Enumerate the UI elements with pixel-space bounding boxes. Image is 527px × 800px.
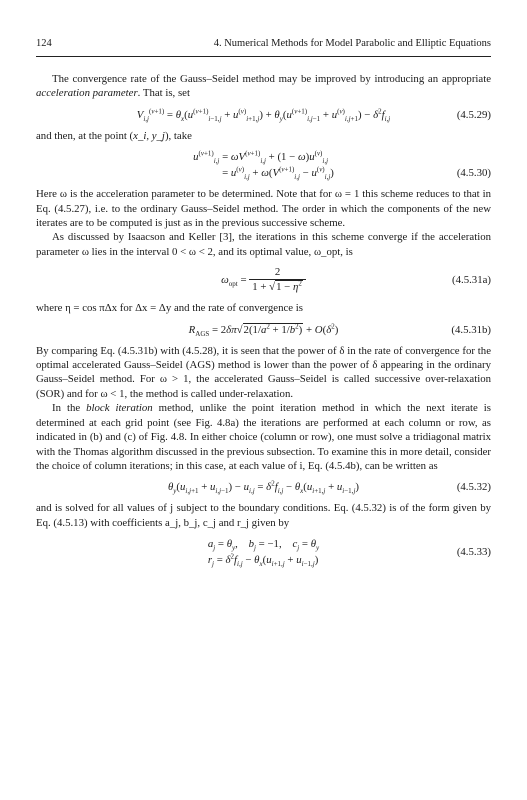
paragraph-3: Here ω is the acceleration parameter to be determined. Note that for ω = 1 this scheme reduces to that in Eq. (4.5.27), i.e. to the ordinary Gauss–Seidel method. The order in which the components of the new iterates are to be computed is just as in the previous successive scheme. xyxy=(36,188,491,230)
equation-label: (4.5.29) xyxy=(456,108,491,121)
paragraph-8: and is solved for all values of j subject to the boundary conditions. Eq. (4.5.32) is of the form given by Eq. (4.5.13) with coefficients a_j, b_j, c_j and r_j given by xyxy=(36,502,491,529)
equation-4-5-30: $u^{(\nu+1)}_{i,j} = \omega V^{(\nu+1)}_{i,j} + (1 - \omega)u^{(\nu)}_{i,j}$ = $u^{(\nu)}_{i,j} + \omega(V^{(\nu+1)}_{i,j} - u^{(\nu)}_{i,j})$ (4.5.30) xyxy=(193,149,491,182)
equation-label: (4.5.33) xyxy=(456,546,491,559)
equation-4-5-31b: $R_{AGS} = 2\delta\pi√2(1/a^2 + 1/b^2) + O(\delta^2)$ (4.5.31b) xyxy=(188,322,491,338)
paragraph-7: In the block iteration method, unlike the point iteration method in which the next iterate is determined at each grid point (see Fig. 4.8a) the iterations are performed at each column or row, as indicated in (b) and (c) of Fig. 4.8. In either choice (column or row), one must solve a tridiagonal matrix with the Thomas algorithm discussed in the previous subsection. To examine this in more detail, consider the choice of column iterations; in this case, at each value of i, Eq. (4.5.4b), can be written as xyxy=(36,402,491,472)
paragraph-6: By comparing Eq. (4.5.31b) with (4.5.28), it is seen that the power of δ in the rate of convergence for the optimal accelerated Gauss–Seidel (AGS) method is lower than the power of δ appearing in the ordinary Gauss–Seidel method. For ω > 1, the accelerated Gauss–Seidel is called successive over-relaxation (SOR) and for ω < 1, the method is called under-relaxation. xyxy=(36,344,491,400)
equation-label: (4.5.31a) xyxy=(452,274,491,287)
equation-4-5-32: $\theta_y(u_{i,j+1} + u_{i,j-1}) - u_{i,j} = \delta^2f_{i,j} - \theta_x(u_{i+1,j} + u_{i-1,j})$ (4.5.32) xyxy=(167,479,491,496)
equation-label: (4.5.31b) xyxy=(451,323,491,336)
chapter-title: 4. Numerical Methods for Model Parabolic and Elliptic Equations xyxy=(213,38,491,49)
paragraph-4: As discussed by Isaacson and Keller [3], the iterations in this scheme converge if the acceleration parameter ω lies in the interval 0 < ω < 2, and its optimal value, ω_opt, is xyxy=(36,231,491,258)
equation-4-5-33: $a_j = \theta_y$, $b_j = -1$, $c_j = \theta_y$ $r_j = \delta^2f_{i,j} - \theta_x(u_{i+1,j} + u_{i-1,j})$ (4.5.33) xyxy=(207,538,491,569)
header-rule xyxy=(36,56,491,57)
page-number: 124 xyxy=(36,38,52,49)
running-header xyxy=(36,38,491,54)
equation-4-5-31a: $\omega_{opt}$ = $\frac{2}{1 + √1 - \eta^2}$ (4.5.31a) xyxy=(221,266,491,294)
body-text xyxy=(36,72,491,574)
equation-label: (4.5.32) xyxy=(456,481,491,494)
paragraph-2: and then, at the point (x_i, y_j), take xyxy=(36,129,192,142)
paragraph-1: The convergence rate of the Gauss–Seidel method may be improved by introducing an appropriate acceleration parameter. That is, set xyxy=(36,73,491,100)
equation-label: (4.5.30) xyxy=(456,167,491,180)
equation-4-5-29: $V_{i,j}^{(\nu+1)} = \theta_x(u^{(\nu+1)}_{i-1,j} + u^{(\nu)}_{i+1,j}) + \theta_y(u^{(\nu+1)}_{i,j-1} + u^{(\nu)}_{i,j+1}) - \delta^2f_{i,j}$ (4.5.29) xyxy=(136,107,491,123)
paragraph-5: where η = cos πΔx for Δx = Δy and the rate of convergence is xyxy=(36,302,303,315)
